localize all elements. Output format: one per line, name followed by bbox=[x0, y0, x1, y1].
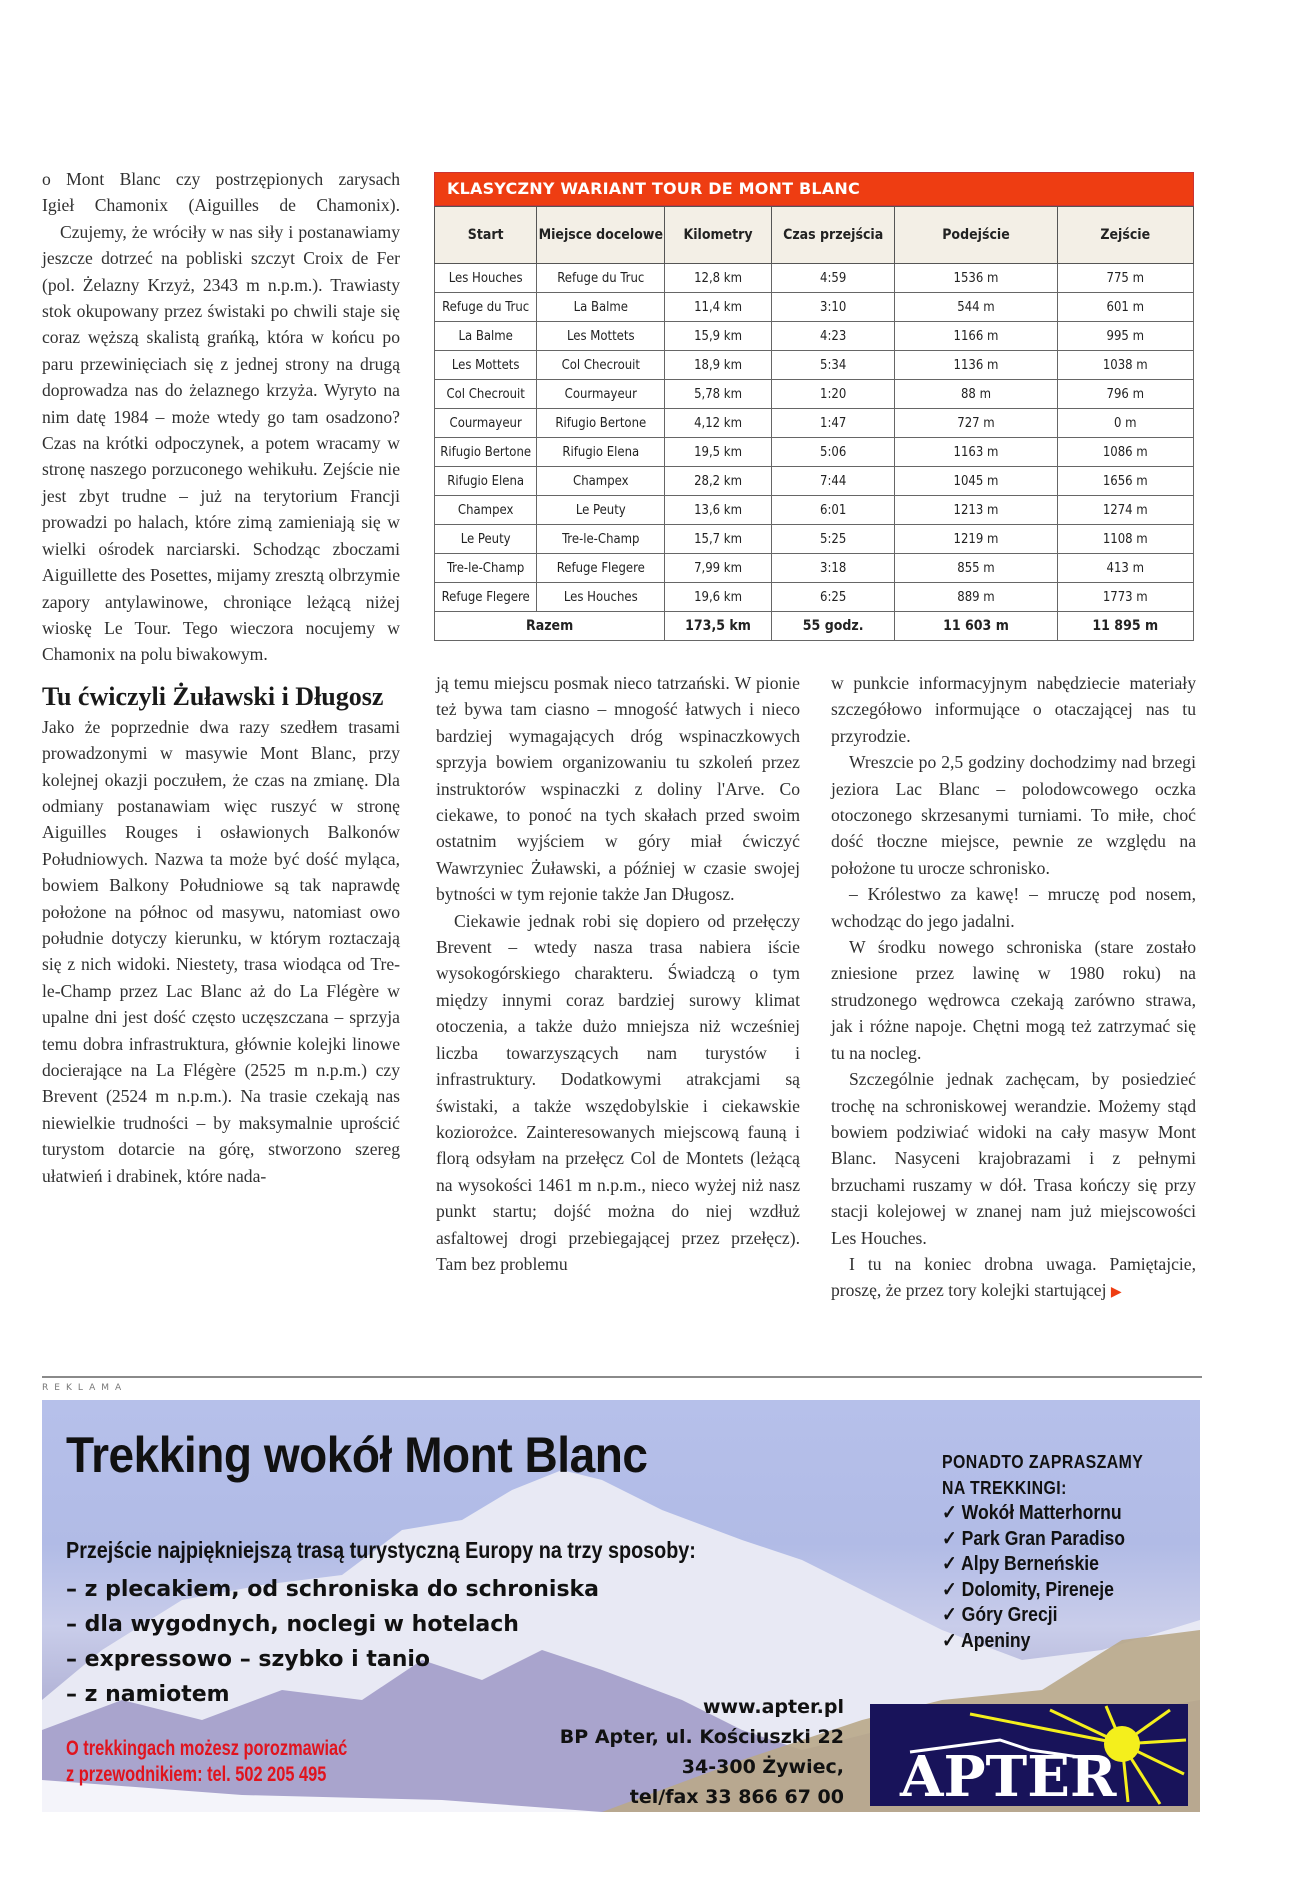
cell-start: Champex bbox=[435, 496, 537, 525]
cell-km: 19,6 km bbox=[665, 583, 772, 612]
ad-more-item bbox=[942, 1552, 1143, 1578]
cell-descent: 0 m bbox=[1057, 409, 1194, 438]
cell-ascent: 855 m bbox=[895, 554, 1057, 583]
paragraph: Wreszcie po 2,5 godziny dochodzimy nad brzegi jeziora Lac Blanc – polodowcowego oczka otoczonego skrzesanymi turniami. To miłe, choć dość tłoczne miejsce, pewnie ze względu na położone tu urocze schronisko. bbox=[831, 752, 1196, 878]
ad-guide-phone bbox=[66, 1736, 347, 1788]
header-time: Czas przejścia bbox=[771, 207, 895, 264]
ad-more-item bbox=[942, 1603, 1143, 1629]
ad-address: BP Apter, ul. Kościuszki 22 bbox=[559, 1726, 844, 1748]
ad-phone-line: O trekkingach możesz porozmawiać bbox=[66, 1737, 348, 1760]
cell-destination: Le Peuty bbox=[537, 496, 665, 525]
ad-divider bbox=[42, 1376, 1202, 1378]
ad-more-item-label: Dolomity, Pireneje bbox=[961, 1578, 1114, 1601]
cell-start: Refuge Flegere bbox=[435, 583, 537, 612]
cell-time: 5:34 bbox=[771, 351, 895, 380]
cell-descent: 1656 m bbox=[1057, 467, 1194, 496]
cell-descent: 796 m bbox=[1057, 380, 1194, 409]
ad-option: – z plecakiem, od schroniska do schroniska bbox=[66, 1577, 600, 1602]
ad-option: – z namiotem bbox=[66, 1682, 230, 1707]
cell-descent: 775 m bbox=[1057, 264, 1194, 293]
cell-ascent: 1045 m bbox=[895, 467, 1057, 496]
cell-ascent: 1166 m bbox=[895, 322, 1057, 351]
table-title: KLASYCZNY WARIANT TOUR DE MONT BLANC bbox=[434, 172, 1194, 206]
table-row bbox=[435, 554, 1194, 583]
cell-descent: 1108 m bbox=[1057, 525, 1194, 554]
logo-wordmark: APTER bbox=[900, 1744, 1117, 1806]
advertisement[interactable] bbox=[42, 1400, 1200, 1812]
paragraph: w punkcie informacyjnym nabędziecie materiały szczegółowo informujące o otaczającej nas tu przyrodzie. bbox=[831, 673, 1196, 746]
ad-options-list bbox=[66, 1572, 599, 1712]
route-table bbox=[434, 172, 1194, 641]
table-row bbox=[435, 438, 1194, 467]
cell-destination: Refuge Flegere bbox=[537, 554, 665, 583]
ad-more-item-label: Góry Grecji bbox=[961, 1604, 1058, 1626]
table-row bbox=[435, 293, 1194, 322]
table-row bbox=[435, 496, 1194, 525]
subheading: Tu ćwiczyli Żuławski i Długosz bbox=[42, 681, 384, 711]
cell-descent: 1038 m bbox=[1057, 351, 1194, 380]
total-km: 173,5 km bbox=[665, 612, 772, 641]
cell-destination: Rifugio Bertone bbox=[537, 409, 665, 438]
cell-descent: 1274 m bbox=[1057, 496, 1194, 525]
cell-time: 4:23 bbox=[771, 322, 895, 351]
ad-title: Trekking wokół Mont Blanc bbox=[66, 1427, 648, 1483]
check-icon: ✓ bbox=[942, 1604, 957, 1626]
ad-more-item-label: Apeniny bbox=[961, 1629, 1031, 1652]
table-row bbox=[435, 583, 1194, 612]
cell-time: 1:47 bbox=[771, 409, 895, 438]
table-row bbox=[435, 351, 1194, 380]
paragraph: – Królestwo za kawę! – mruczę pod nosem, wchodząc do jego jadalni. bbox=[831, 884, 1196, 931]
ad-more-treks bbox=[942, 1450, 1143, 1654]
cell-time: 5:06 bbox=[771, 438, 895, 467]
cell-destination: Les Mottets bbox=[537, 322, 665, 351]
paragraph: Jako że poprzednie dwa razy szedłem trasami prowadzonymi w masywie Mont Blanc, przy kolejnej okazji poczułem, że czas na zmianę. Dla odmiany postanawiam więc ruszyć w stronę Aiguilles Rouges i osławionych Balkonów Południowych. Nazwa ta może być dość myląca, bowiem Balkony Południowe są tak naprawdę położone na północ od masywu, natomiast owo południe dotyczy kierunku, w którym roztaczają się z nich widoki. Niestety, trasa wiodąca od Tre-le-Champ przez Lac Blanc aż do La Flégère w upalne dni jest dość często uczęszczana – sprzyja temu dobra infrastruktura, głównie kolejki linowe docierające na La Flégère (2525 m n.p.m.) czy Brevent (2524 m n.p.m.). Na trasie czekają nas niewielkie trudności – by maksymalnie uprościć turystom dotarcie na górę, stworzono szereg ułatwień i drabinek, które nada- bbox=[42, 716, 400, 1186]
cell-destination: Tre-le-Champ bbox=[537, 525, 665, 554]
cell-descent: 413 m bbox=[1057, 554, 1194, 583]
check-icon: ✓ bbox=[942, 1578, 957, 1601]
table-total-row bbox=[435, 612, 1194, 641]
total-ascent: 11 603 m bbox=[895, 612, 1057, 641]
ad-phone-line[interactable]: z przewodnikiem: tel. 502 205 495 bbox=[66, 1763, 327, 1786]
article-column-middle bbox=[436, 670, 800, 1277]
cell-time: 3:18 bbox=[771, 554, 895, 583]
cell-time: 1:20 bbox=[771, 380, 895, 409]
cell-ascent: 727 m bbox=[895, 409, 1057, 438]
ad-fax: tel/fax 33 866 67 00 bbox=[629, 1786, 844, 1808]
total-label: Razem bbox=[435, 612, 665, 641]
cell-ascent: 88 m bbox=[895, 380, 1057, 409]
cell-ascent: 1219 m bbox=[895, 525, 1057, 554]
ad-city: 34-300 Żywiec, bbox=[681, 1756, 844, 1778]
route-table-grid bbox=[434, 206, 1194, 641]
cell-time: 6:01 bbox=[771, 496, 895, 525]
cell-ascent: 1163 m bbox=[895, 438, 1057, 467]
ad-more-heading: PONADTO ZAPRASZAMY bbox=[942, 1452, 1144, 1472]
cell-km: 13,6 km bbox=[665, 496, 772, 525]
cell-destination: La Balme bbox=[537, 293, 665, 322]
cell-ascent: 1536 m bbox=[895, 264, 1057, 293]
cell-km: 5,78 km bbox=[665, 380, 772, 409]
table-header-row bbox=[435, 207, 1194, 264]
text-line: Igieł Chamonix (Aiguilles de Chamonix). bbox=[42, 195, 400, 216]
cell-time: 5:25 bbox=[771, 525, 895, 554]
header-descent: Zejście bbox=[1057, 207, 1194, 264]
cell-start: Courmayeur bbox=[435, 409, 537, 438]
cell-time: 3:10 bbox=[771, 293, 895, 322]
cell-ascent: 1213 m bbox=[895, 496, 1057, 525]
cell-km: 15,9 km bbox=[665, 322, 772, 351]
ad-option: – expressowo – szybko i tanio bbox=[66, 1647, 431, 1672]
cell-ascent: 544 m bbox=[895, 293, 1057, 322]
table-body bbox=[435, 264, 1194, 641]
cell-start: Col Checrouit bbox=[435, 380, 537, 409]
cell-km: 4,12 km bbox=[665, 409, 772, 438]
table-row bbox=[435, 380, 1194, 409]
cell-start: Les Houches bbox=[435, 264, 537, 293]
cell-destination: Refuge du Truc bbox=[537, 264, 665, 293]
cell-ascent: 1136 m bbox=[895, 351, 1057, 380]
cell-time: 4:59 bbox=[771, 264, 895, 293]
ad-section-label: REKLAMA bbox=[42, 1383, 128, 1393]
paragraph: W środku nowego schroniska (stare zostało zniesione przez lawinę w 1980 roku) na strudzonego wędrowca czekają zarówno strawa, jak i różne napoje. Chętni mogą też zatrzymać się tu na nocleg. bbox=[831, 937, 1196, 1063]
apter-logo[interactable] bbox=[870, 1704, 1188, 1806]
header-km: Kilometry bbox=[665, 207, 772, 264]
cell-km: 7,99 km bbox=[665, 554, 772, 583]
ad-more-heading: NA TREKKINGI: bbox=[942, 1477, 1067, 1498]
cell-start: La Balme bbox=[435, 322, 537, 351]
header-destination: Miejsce docelowe bbox=[537, 207, 665, 264]
ad-contact bbox=[560, 1692, 844, 1812]
cell-descent: 1773 m bbox=[1057, 583, 1194, 612]
cell-km: 12,8 km bbox=[665, 264, 772, 293]
text-line: o Mont Blanc czy postrzępionych zarysach bbox=[42, 169, 400, 189]
header-ascent: Podejście bbox=[895, 207, 1057, 264]
ad-more-item-label: Wokół Matterhornu bbox=[961, 1502, 1122, 1524]
cell-start: Tre-le-Champ bbox=[435, 554, 537, 583]
cell-descent: 1086 m bbox=[1057, 438, 1194, 467]
cell-destination: Courmayeur bbox=[537, 380, 665, 409]
ad-more-item bbox=[942, 1501, 1143, 1527]
article-column-left bbox=[42, 166, 400, 1189]
cell-destination: Les Houches bbox=[537, 583, 665, 612]
cell-time: 7:44 bbox=[771, 467, 895, 496]
ad-more-item bbox=[942, 1527, 1143, 1553]
cell-descent: 995 m bbox=[1057, 322, 1194, 351]
check-icon: ✓ bbox=[942, 1553, 957, 1575]
check-icon: ✓ bbox=[942, 1527, 957, 1550]
header-start: Start bbox=[435, 207, 537, 264]
continue-arrow-icon: ▶ bbox=[1110, 1285, 1122, 1301]
table-row bbox=[435, 467, 1194, 496]
ad-option: – dla wygodnych, noclegi w hotelach bbox=[66, 1612, 519, 1637]
cell-time: 6:25 bbox=[771, 583, 895, 612]
ad-more-item bbox=[942, 1629, 1143, 1655]
article-column-right bbox=[831, 670, 1196, 1307]
total-time: 55 godz. bbox=[771, 612, 895, 641]
ad-more-item bbox=[942, 1578, 1143, 1604]
cell-ascent: 889 m bbox=[895, 583, 1057, 612]
ad-more-item-label: Alpy Berneńskie bbox=[961, 1553, 1099, 1575]
paragraph: ją temu miejscu posmak nieco tatrzański. W pionie też bywa tam ciasno – mnogość łatwych i nieco bardziej wymagających dróg wspinaczkowych sprzyja bowiem organizowaniu tu szkoleń przez instruktorów wspinaczki z doliny l'Arve. Co ciekawe, to ponoć na tych skałach przed swoim ostatnim wyjściem w góry miał ćwiczyć Wawrzyniec Żuławski, a później w czasie swojej bytności w tym rejonie także Jan Długosz. bbox=[436, 673, 800, 905]
cell-destination: Champex bbox=[537, 467, 665, 496]
cell-km: 11,4 km bbox=[665, 293, 772, 322]
cell-km: 15,7 km bbox=[665, 525, 772, 554]
paragraph bbox=[831, 1251, 1196, 1307]
check-icon: ✓ bbox=[942, 1629, 957, 1652]
apter-logo-graphic bbox=[870, 1704, 1188, 1806]
cell-start: Rifugio Bertone bbox=[435, 438, 537, 467]
paragraph: Ciekawie jednak robi się dopiero od przełęczy Brevent – wtedy nasza trasa nabiera iście wysokogórskiego charakteru. Świadczą o tym między innymi coraz bardziej surowy klimat otoczenia, a także dużo mniejsza niż wcześniej liczba towarzyszących nam turystów i infrastruktury. Dodatkowymi atrakcjami są świstaki, a także wszędobylskie i ciekawskie koziorożce. Zainteresowanych miejscową fauną i florą odsyłam na przełęcz Col de Montets (leżącą na wysokości 1461 m n.p.m., nieco wyżej niż nasz punkt startu; dojść można do niej wzdłuż asfaltowej drogi przebiegającej przez przełęcz). Tam bez problemu bbox=[436, 910, 800, 1274]
paragraph: Szczególnie jednak zachęcam, by posiedzieć trochę na schroniskowej werandzie. Możemy stąd bowiem podziwiać widoki na cały masyw Mont Blanc. Nasyceni krajobrazami i z pełnymi brzuchami ruszamy w dół. Trasa kończy się przy stacji kolejowej w znanej nam już miejscowości Les Houches. bbox=[831, 1069, 1196, 1248]
cell-start: Rifugio Elena bbox=[435, 467, 537, 496]
total-descent: 11 895 m bbox=[1057, 612, 1194, 641]
cell-descent: 601 m bbox=[1057, 293, 1194, 322]
table-row bbox=[435, 409, 1194, 438]
cell-start: Refuge du Truc bbox=[435, 293, 537, 322]
cell-start: Les Mottets bbox=[435, 351, 537, 380]
ad-lead: Przejście najpiękniejszą trasą turystyczną Europy na trzy sposoby: bbox=[66, 1537, 696, 1563]
cell-start: Le Peuty bbox=[435, 525, 537, 554]
table-row bbox=[435, 322, 1194, 351]
paragraph: Czujemy, że wróciły w nas siły i postanawiamy jeszcze dotrzeć na pobliski szczyt Croix de Fer (pol. Żelazny Krzyż, 2343 m n.p.m.). Trawiasty stok okupowany przez świstaki po chwili staje się coraz węższą skalistą grańką, która w końcu po paru przewinięciach się z jednej strony na drugą doprowadza nas do żelaznego krzyża. Wyryto na nim datę 1984 – może wtedy go tam osadzono? Czas na krótki odpoczynek, a potem wracamy w stronę naszego porzuconego wehikułu. Zejście nie jest zbyt trudne – już na terytorium Francji prowadzi po halach, które zimą zamieniają się w wielki ośrodek narciarski. Schodząc zboczami Aiguillette des Posettes, mijamy zresztą olbrzymie zapory antylawinowe, chroniące leżącą niżej wioskę Le Tour. Tego wieczora nocujemy w Chamonix na polu biwakowym. bbox=[42, 221, 400, 665]
ad-more-list bbox=[942, 1501, 1143, 1654]
ad-more-item-label: Park Gran Paradiso bbox=[961, 1527, 1126, 1550]
cell-km: 19,5 km bbox=[665, 438, 772, 467]
ad-website-link[interactable]: www.apter.pl bbox=[702, 1696, 844, 1718]
table-row bbox=[435, 525, 1194, 554]
paragraph-text: I tu na koniec drobna uwaga. Pamiętajcie, proszę, że przez tory kolejki startującej bbox=[831, 1253, 1196, 1301]
cell-km: 18,9 km bbox=[665, 351, 772, 380]
table-row bbox=[435, 264, 1194, 293]
cell-destination: Col Checrouit bbox=[537, 351, 665, 380]
cell-km: 28,2 km bbox=[665, 467, 772, 496]
check-icon: ✓ bbox=[942, 1502, 957, 1524]
cell-destination: Rifugio Elena bbox=[537, 438, 665, 467]
